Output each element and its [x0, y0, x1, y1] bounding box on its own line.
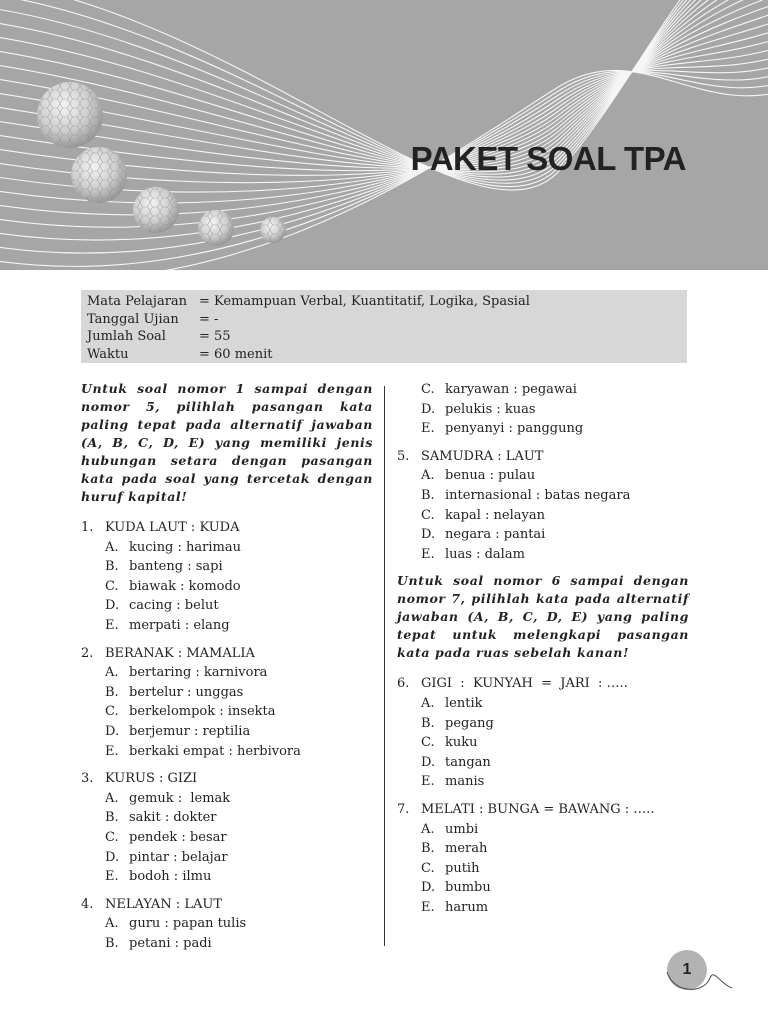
option-text: manis: [445, 774, 485, 790]
answer-option: [397, 714, 689, 734]
option-text: umbi: [445, 821, 479, 837]
question-number: 6.: [397, 676, 410, 692]
answer-option: [81, 702, 373, 722]
answer-option: [397, 859, 689, 879]
option-text: pelukis : kuas: [445, 401, 536, 417]
answer-option: [397, 898, 689, 918]
option-letter: A.: [105, 539, 119, 555]
option-text: kuku: [445, 735, 478, 751]
option-letter: E.: [105, 869, 119, 885]
answer-option: [81, 616, 373, 636]
option-text: pegang: [445, 715, 494, 731]
question-2: [81, 644, 373, 762]
option-letter: E.: [421, 774, 435, 790]
info-value: = 60 menit: [199, 346, 273, 362]
option-letter: C.: [105, 704, 119, 720]
answer-option: [81, 577, 373, 597]
info-key: Tanggal Ujian: [87, 311, 179, 327]
answer-option: [397, 753, 689, 773]
instruction-text: Untuk soal nomor 6 sampai dengan nomor 7, pilihlah kata pada alternatif jawaban (A, B, C, D, E) yang paling tepat untuk melengkapi pasangan kata pada ruas sebelah kanan!: [397, 573, 689, 661]
answer-option: [81, 557, 373, 577]
question-number: 5.: [397, 448, 410, 464]
option-text: pintar : belajar: [129, 849, 228, 865]
option-letter: D.: [105, 723, 120, 739]
info-row-time: [87, 346, 681, 364]
question-3: [81, 769, 373, 887]
answer-option: [81, 934, 373, 954]
option-text: bodoh : ilmu: [129, 869, 212, 885]
option-text: guru : papan tulis: [129, 916, 247, 932]
answer-option: [397, 839, 689, 859]
info-value: = Kemampuan Verbal, Kuantitatif, Logika, Spasial: [199, 294, 530, 309]
option-letter: E.: [421, 421, 435, 437]
answer-option: [81, 538, 373, 558]
question-number: 4.: [81, 896, 94, 912]
answer-option: [81, 914, 373, 934]
answer-option: [397, 506, 689, 526]
option-letter: A.: [105, 790, 119, 806]
header-banner: [0, 0, 768, 270]
question-number: 1.: [81, 520, 94, 535]
info-value: = -: [199, 311, 219, 327]
question-text: GIGI : KUNYAH = JARI : …..: [421, 676, 628, 692]
answer-option: [397, 733, 689, 753]
page-number: 1: [682, 961, 692, 978]
option-text: sakit : dokter: [129, 810, 217, 826]
answer-option: [81, 742, 373, 762]
option-text: bumbu: [445, 880, 491, 896]
answer-option: [81, 789, 373, 809]
option-text: tangan: [445, 754, 491, 770]
option-letter: E.: [105, 743, 119, 759]
option-text: kapal : nelayan: [445, 507, 545, 523]
option-letter: C.: [421, 382, 435, 397]
option-letter: B.: [421, 841, 435, 857]
option-letter: C.: [105, 578, 119, 594]
info-row-subject: [87, 293, 681, 311]
answer-option: [397, 400, 689, 420]
option-letter: A.: [421, 695, 435, 711]
option-text: karyawan : pegawai: [445, 382, 577, 397]
option-letter: D.: [105, 598, 120, 614]
question-text: SAMUDRA : LAUT: [421, 448, 544, 464]
option-letter: C.: [421, 735, 435, 751]
option-text: merah: [445, 841, 488, 857]
option-text: kucing : harimau: [129, 539, 241, 555]
option-letter: D.: [421, 401, 436, 417]
question-number: 3.: [81, 771, 94, 787]
option-text: biawak : komodo: [129, 578, 241, 594]
instruction-text: Untuk soal nomor 1 sampai dengan nomor 5, pilihlah pasangan kata paling tepat pada alternatif jawaban (A, B, C, D, E) yang memiliki jenis hubungan setara dengan pasangan kata pada soal yang tercetak dengan huruf kapital!: [81, 381, 373, 504]
option-letter: A.: [421, 468, 435, 484]
option-letter: A.: [105, 916, 119, 932]
answer-option: [81, 848, 373, 868]
option-text: bertaring : karnivora: [129, 665, 268, 681]
option-text: cacing : belut: [129, 598, 219, 614]
page-title: PAKET SOAL TPA: [410, 140, 686, 177]
option-letter: D.: [421, 754, 436, 770]
answer-option: [397, 380, 689, 400]
column-divider: [384, 386, 385, 946]
decorative-curves: [0, 0, 768, 270]
answer-option: [397, 820, 689, 840]
info-key: Waktu: [87, 346, 129, 362]
answer-option: [397, 694, 689, 714]
option-letter: C.: [421, 507, 435, 523]
option-text: banteng : sapi: [129, 559, 223, 575]
question-text: MELATI : BUNGA = BAWANG : …..: [421, 801, 655, 817]
option-letter: B.: [105, 935, 119, 951]
option-letter: D.: [421, 880, 436, 896]
info-row-date: [87, 311, 681, 329]
answer-option: [81, 596, 373, 616]
question-4: [81, 895, 373, 954]
option-text: berkelompok : insekta: [129, 704, 276, 720]
option-text: berjemur : reptilia: [129, 723, 251, 739]
question-5: [397, 447, 689, 565]
option-letter: E.: [421, 546, 435, 562]
option-text: bertelur : unggas: [129, 684, 244, 700]
question-text: KURUS : GIZI: [105, 771, 198, 787]
left-column: [81, 380, 373, 961]
exam-info-box: [81, 290, 687, 363]
question-6: [397, 674, 689, 792]
option-text: putih: [445, 860, 480, 876]
answer-option: [397, 878, 689, 898]
answer-option: [81, 867, 373, 887]
answer-option: [397, 525, 689, 545]
option-letter: A.: [421, 821, 435, 837]
info-value: = 55: [199, 329, 231, 344]
question-number: 2.: [81, 645, 94, 661]
question-1: [81, 518, 373, 636]
option-text: benua : pulau: [445, 468, 536, 484]
option-text: petani : padi: [129, 935, 212, 951]
question-number: 7.: [397, 801, 410, 817]
option-text: luas : dalam: [445, 546, 525, 562]
option-letter: D.: [421, 527, 436, 543]
question-text: BERANAK : MAMALIA: [105, 645, 255, 661]
option-letter: C.: [421, 860, 435, 876]
right-column: [397, 380, 689, 925]
option-text: penyanyi : panggung: [445, 421, 584, 437]
question-4-continued: [397, 380, 689, 439]
option-letter: D.: [105, 849, 120, 865]
answer-option: [397, 419, 689, 439]
answer-option: [81, 683, 373, 703]
answer-option: [397, 466, 689, 486]
option-letter: E.: [421, 899, 435, 915]
option-letter: B.: [421, 487, 435, 503]
question-text: NELAYAN : LAUT: [105, 896, 222, 912]
option-letter: A.: [105, 665, 119, 681]
option-text: berkaki empat : herbivora: [129, 743, 301, 759]
option-text: internasional : batas negara: [445, 487, 631, 503]
option-text: negara : pantai: [445, 527, 546, 543]
info-row-count: [87, 328, 681, 346]
option-text: harum: [445, 899, 489, 915]
answer-option: [81, 722, 373, 742]
option-letter: B.: [421, 715, 435, 731]
option-letter: B.: [105, 559, 119, 575]
answer-option: [397, 545, 689, 565]
answer-option: [397, 486, 689, 506]
option-letter: B.: [105, 810, 119, 826]
option-text: merpati : elang: [129, 617, 230, 633]
option-letter: B.: [105, 684, 119, 700]
answer-option: [81, 808, 373, 828]
question-text: KUDA LAUT : KUDA: [105, 520, 240, 535]
answer-option: [397, 772, 689, 792]
option-letter: E.: [105, 617, 119, 633]
info-key: Jumlah Soal: [87, 329, 166, 344]
option-text: pendek : besar: [129, 829, 227, 845]
bubble-decoration: [37, 82, 286, 246]
info-key: Mata Pelajaran: [87, 294, 188, 309]
option-letter: C.: [105, 829, 119, 845]
option-text: gemuk : lemak: [129, 790, 231, 806]
answer-option: [81, 663, 373, 683]
question-7: [397, 800, 689, 918]
option-text: lentik: [445, 695, 483, 711]
answer-option: [81, 828, 373, 848]
